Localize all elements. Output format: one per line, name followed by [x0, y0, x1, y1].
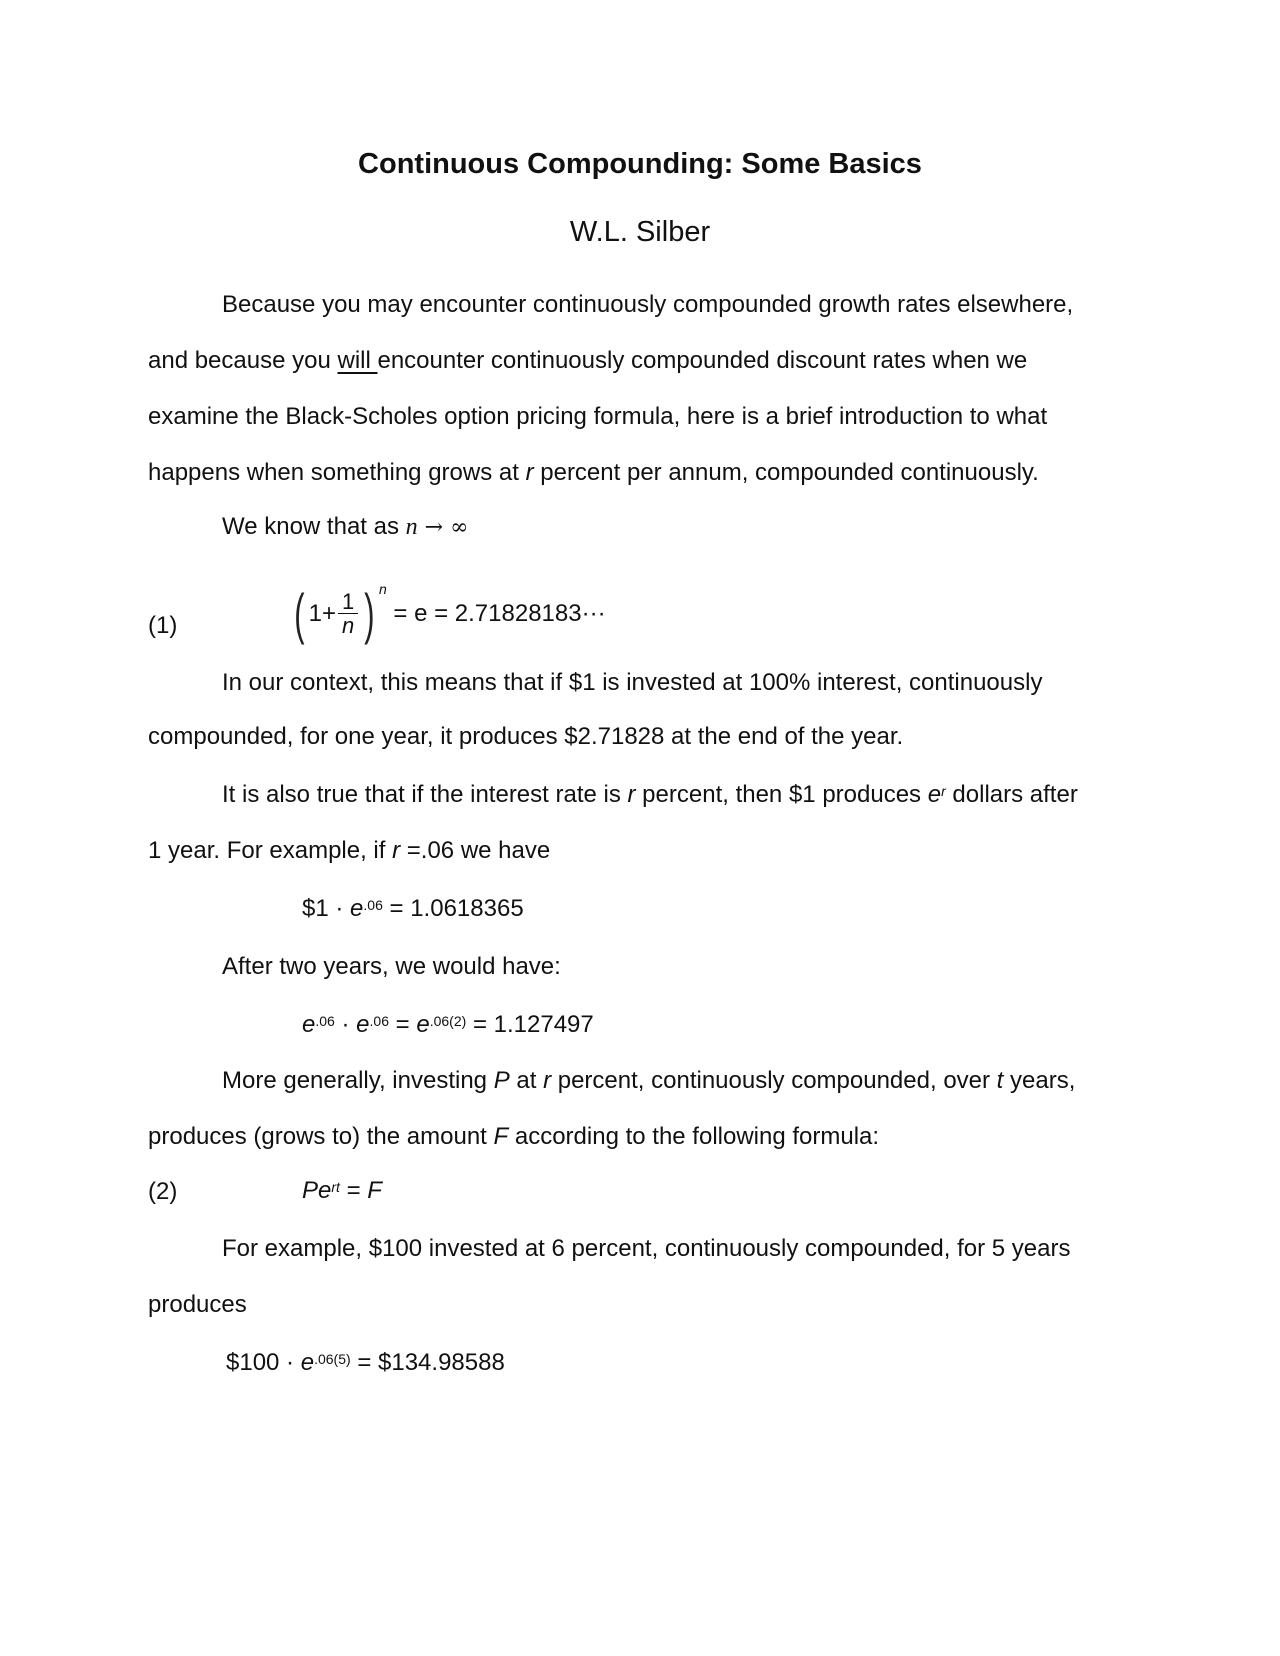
multiply-dot: ·	[334, 1011, 357, 1038]
arrow-infinity: → ∞	[417, 515, 469, 540]
var-r: r	[525, 459, 534, 486]
intro-text: encounter continuously compounded discount rates when we	[377, 347, 1028, 374]
general-text: according to the following formula:	[508, 1123, 880, 1150]
equation-1	[290, 581, 606, 666]
exponent-value: .06(2)	[429, 1013, 467, 1029]
general-text: years,	[1003, 1067, 1076, 1094]
left-paren: (	[294, 582, 305, 645]
two-years-text: After two years, we would have:	[222, 953, 561, 980]
exponent-rt: rt	[331, 1179, 340, 1195]
context-line-2: compounded, for one year, it produces $2.71828 at the end of the year.	[148, 723, 904, 750]
var-t: t	[996, 1067, 1004, 1094]
fraction-numerator: 1	[338, 591, 358, 614]
intro-text: and because you	[148, 347, 338, 374]
emphasis-will: will	[337, 347, 378, 374]
eq1-one-plus: 1+	[308, 600, 337, 627]
also-line-1	[222, 780, 1078, 812]
ex1-lhs: $1 ·	[302, 895, 351, 922]
exponent-value: .06	[369, 1013, 389, 1029]
intro-text: happens when something grows at	[148, 459, 526, 486]
also-text: dollars after	[945, 781, 1078, 808]
exponent-value: .06(5)	[314, 1351, 351, 1367]
document-title: Continuous Compounding: Some Basics	[358, 148, 922, 180]
var-r: r	[392, 837, 401, 864]
exponent-value: .06	[315, 1013, 335, 1029]
example-equation-3	[226, 1348, 505, 1380]
equation-2-label: (2)	[148, 1178, 178, 1205]
right-paren: )	[364, 582, 375, 645]
intro-line-1: Because you may encounter continuously compounded growth rates elsewhere,	[222, 291, 1074, 318]
example-line-2: produces	[148, 1291, 247, 1318]
var-e: e	[350, 895, 364, 922]
example-equation-1	[302, 894, 524, 926]
ex1-result: = 1.0618365	[382, 895, 524, 922]
example-equation-2	[302, 1010, 594, 1042]
var-F: F	[367, 1177, 382, 1204]
intro-line-2	[148, 346, 1027, 376]
var-e: e	[300, 1349, 315, 1376]
general-text: produces (grows to) the amount	[148, 1123, 494, 1150]
var-Pe: Pe	[302, 1177, 332, 1204]
var-e: e	[356, 1011, 370, 1038]
exponent-value: .06	[363, 897, 383, 913]
fraction-denominator: n	[342, 612, 355, 638]
intro-line-4	[148, 458, 1039, 488]
var-r: r	[627, 781, 636, 808]
equation-1-label: (1)	[148, 612, 178, 639]
var-e: e	[416, 1011, 430, 1038]
var-F: F	[493, 1123, 509, 1150]
intro-text: percent per annum, compounded continuously.	[533, 459, 1039, 486]
ex2-result: = 1.127497	[466, 1011, 594, 1038]
exponent-r: r	[941, 783, 946, 799]
ex3-lhs: $100 ·	[226, 1349, 301, 1376]
var-r: r	[543, 1067, 552, 1094]
var-n: n	[405, 514, 418, 540]
equation-2	[302, 1176, 382, 1208]
equals-sign: =	[388, 1011, 417, 1038]
limit-statement	[222, 512, 468, 543]
context-line-1: In our context, this means that if $1 is invested at 100% interest, continuously	[222, 669, 1043, 696]
ex3-result: = $134.98588	[350, 1349, 505, 1376]
eq1-rhs: = e = 2.71828183···	[386, 600, 606, 627]
also-text: =.06 we have	[400, 837, 551, 864]
fraction-1-over-n	[338, 588, 358, 638]
also-text: 1 year. For example, if	[148, 837, 393, 864]
author-name: W.L. Silber	[569, 216, 711, 248]
general-line-1	[222, 1066, 1075, 1096]
also-text: percent, then $1 produces	[635, 781, 928, 808]
general-text: More generally, investing	[222, 1067, 494, 1094]
limit-text: We know that as	[222, 513, 406, 540]
general-text: at	[509, 1067, 544, 1094]
var-e: e	[302, 1011, 316, 1038]
example-line-1: For example, $100 invested at 6 percent, continuously compounded, for 5 years	[222, 1235, 1071, 1262]
also-line-2	[148, 836, 550, 866]
var-e: e	[927, 781, 942, 808]
exponent-n: n	[378, 581, 387, 598]
general-text: percent, continuously compounded, over	[551, 1067, 997, 1094]
also-text: It is also true that if the interest rate is	[222, 781, 628, 808]
var-P: P	[493, 1067, 510, 1094]
general-line-2	[148, 1122, 879, 1152]
equals-sign: =	[339, 1177, 368, 1204]
intro-line-3: examine the Black-Scholes option pricing formula, here is a brief introduction to what	[148, 403, 1048, 430]
